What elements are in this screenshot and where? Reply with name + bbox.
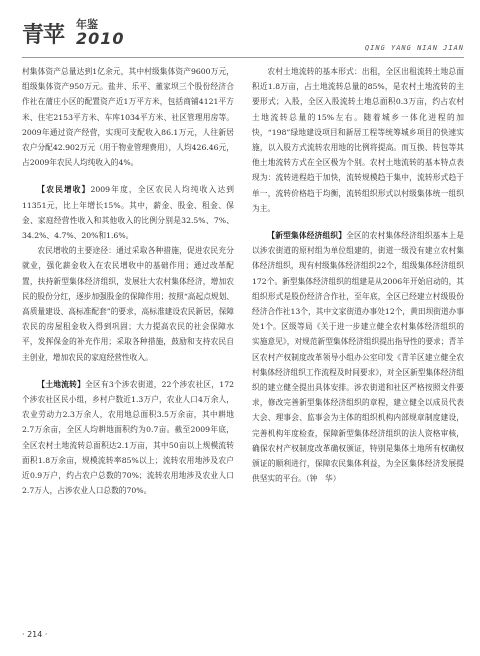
right-column bbox=[252, 64, 464, 486]
header-running-title: QING YANG NIAN JIAN bbox=[364, 44, 464, 52]
paragraph-income bbox=[22, 182, 234, 243]
left-column bbox=[22, 64, 234, 498]
logo-yearbook-label: 年鉴 bbox=[76, 18, 98, 31]
logo-script-text: 青苹 bbox=[22, 22, 65, 48]
page-number: · 214 · bbox=[22, 630, 48, 639]
paragraph-income-ways: 农民增收的主要途径：通过采取各种措施，促进农民充分就业，强化薪金收入在农民增收中的基础作用；通过改革配置，扶持新型集体经济组织，发展壮大农村集体经济，增加农民的股份分红，逐步加强股金的保障作用；按照“高起点规划、高质量建设、高标准配套”的要求，高标准建设农民新居，保障农民的房屋租金收入得到巩固；大力提高农民的社会保障水平，发挥保金的补充作用；采取各种措施，鼓励和支持农民自主创业，增加农民的家庭经营性收入。 bbox=[22, 246, 234, 362]
paragraph-land-transfer-text: 全区有3个涉农街道，22个涉农社区，172个涉农社区民小组，乡村户数近1.3万户，农业人口4万余人，农业劳动力2.3万余人，农用地总面积3.5万余亩，其中耕地2.7万余亩，全区人均耕地面积约为0.7亩。截至2009年底，全区农村土地流转总面积达2.1万亩，其中50亩以上规模流转面积1.8万余亩，规模流转率85%以上；流转农用地涉及农户近0.9万户，约占农户总数的70%；流转农用地涉及农业人口2.7万人，占涉农业人口总数的70%。 bbox=[22, 379, 234, 496]
paragraph-collective-orgs bbox=[252, 228, 464, 486]
header-rule bbox=[22, 57, 464, 58]
paragraph-land-transfer bbox=[22, 377, 234, 499]
yearbook-logo bbox=[22, 14, 142, 54]
logo-year: 2010 bbox=[76, 29, 125, 48]
section-tag-income: 【农民增收】 bbox=[37, 185, 91, 195]
paragraph-transfer-forms: 农村土地流转的基本形式：出租，全区出租流转土地总面积近1.8万亩，占土地流转总量的85%，是农村土地流转的主要形式；入股，全区入股流转土地总面积0.3万亩，约占农村土地流转总量的15%左右。随着城乡一体化进程的加快，“198”绿地建设项目和新居工程等统筹城乡项目的快速实施，以入股方式流转农用地的比例将提高。而互换、转包等其他土地流转方式在全区极为个别。农村土地流转的基本特点表现为：流转进程趋于加快，流转规模趋于集中，流转形式趋于单一，流转价格趋于均衡，流转组织形式以村级集体统一组织为主。 bbox=[252, 67, 464, 213]
page-header bbox=[22, 14, 464, 58]
paragraph-collective-orgs-text: 全区的农村集体经济组织基本上是以涉农街道的原村组为单位组建的，街道一级没有建立农村集体经济组织，现有村级集体经济组织22个，组级集体经济组织172个。新型集体经济组织的组建是从2006年开始启动的，其组织形式是股份经济合作社，至年底，全区已经建立村级股份经济合作社13个，其中文家街道办事处12个，黄田坝街道办事处1个。区级等局《关于进一步建立健全农村集体经济组织的实施意见》，对规范新型集体经济组织提出指导性的要求；青羊区农村产权制度改革领导小组办公室印发《青羊区建立健全农村集体经济组织工作流程及时间要求》，对全区新型集体经济组织的建立健全提出具体安排。涉农街道和社区严格按照文件要求，修改完善新型集体经济组织的章程，建立健全以成员代表大会、理事会、监事会为主体的组织机构内部规章制度建设，完善机构年度检查，保障新型集体经济组织的法人资格审核，确保农村产权制度改革确权颁证，特别是集体土地所有权确权颁证的顺利进行，保障农民集体利益，为全区集体经济发展提供坚实的平台。（钟 华） bbox=[252, 231, 464, 484]
paragraph-income-text: 2009年度，全区农民人均纯收入达到11351元，比上年增长15%。其中，薪金、股金、租金、保金、家庭经营性收入和其他收入的比例分别是32.5%、7%、34.2%、4.7%、20%和1.6%。 bbox=[22, 185, 234, 241]
paragraph-assets: 村集体资产总量达到1亿余元，其中村级集体资产9600万元，组级集体资产950万元。盐井、乐平、董家坝三个股份经济合作社在蒲庄小区的配置资产近1万平方米，包括商铺4121平方米、住宅2153平方米、车库1034平方米、社区管理用房等。2009年通过资产经营，实现可支配收入86.1万元，人往新居农户分配42.902万元（用于物业管理费用），人均426.46元，占2009年农民人均纯收入的4%。 bbox=[22, 67, 234, 168]
section-tag-collective-orgs: 【新型集体经济组织】 bbox=[267, 231, 347, 241]
section-tag-land-transfer: 【土地流转】 bbox=[37, 379, 86, 389]
